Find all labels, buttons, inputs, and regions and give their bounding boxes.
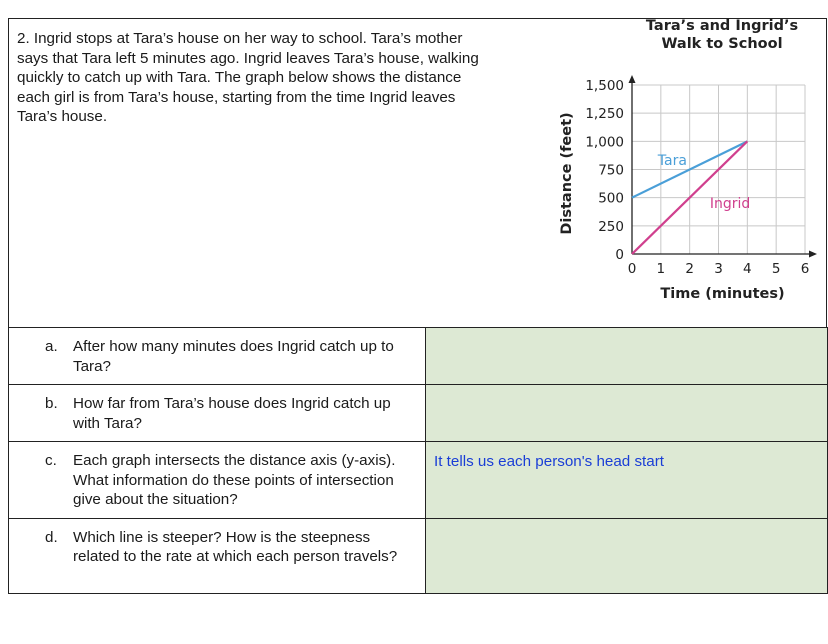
x-tick-label: 0 [627, 261, 637, 277]
x-tick-label: 6 [800, 261, 810, 277]
y-tick-label: 1,500 [585, 78, 624, 94]
x-tick-label: 5 [771, 261, 781, 277]
x-axis-label: Time (minutes) [660, 286, 785, 302]
y-tick-label: 250 [598, 218, 624, 235]
problem-line: Tara’s house. [17, 108, 108, 125]
answer-field[interactable] [426, 328, 828, 385]
problem-line: quickly to catch up with Tara. The graph below shows the distance [17, 69, 462, 86]
questions-table [8, 327, 828, 594]
question-cell [9, 518, 426, 593]
question-row [9, 442, 828, 519]
question-row [9, 328, 828, 385]
x-tick-label: 2 [685, 261, 694, 277]
x-tick-label: 3 [714, 261, 723, 277]
y-tick-label: 750 [598, 162, 624, 179]
question-text: After how many minutes does Ingrid catch up to Tara? [73, 338, 394, 375]
y-tick-label: 0 [615, 247, 624, 263]
problem-line: says that Tara left 5 minutes ago. Ingrid leaves Tara’s house, walking [17, 49, 479, 67]
answer-text[interactable] [426, 328, 827, 348]
question-cell [9, 385, 426, 442]
problem-line: each girl is from Tara’s house, starting from the time Ingrid leaves [17, 88, 456, 106]
question-cell [9, 442, 426, 519]
question-text: Which line is steeper? How is the steepness related to the rate at which each person travels? [73, 528, 398, 565]
question-row [9, 385, 828, 442]
problem-statement [17, 29, 547, 127]
question-text: Each graph intersects the distance axis (y-axis). What information do these points of intersection give about the situation? [73, 452, 396, 508]
y-axis-arrow [629, 75, 636, 83]
chart-title-line: Tara’s and Ingrid’s [645, 18, 799, 34]
y-tick-label: 500 [598, 190, 624, 207]
answer-field[interactable] [426, 442, 828, 519]
answer-field[interactable] [426, 385, 828, 442]
question-text: How far from Tara’s house does Ingrid catch up with Tara? [73, 395, 391, 432]
question-letter: a. [45, 338, 58, 355]
question-letter: d. [45, 528, 58, 546]
x-tick-label: 1 [656, 261, 666, 277]
answer-text[interactable]: It tells us each person's head start [434, 453, 664, 470]
answer-text[interactable] [426, 385, 827, 405]
series-label-ingrid: Ingrid [709, 195, 751, 212]
y-tick-label: 1,000 [585, 134, 624, 151]
question-row [9, 518, 828, 593]
question-letter: c. [45, 452, 57, 469]
chart-title-line: Walk to School [661, 36, 783, 52]
answer-field[interactable] [426, 518, 828, 593]
x-axis-arrow [809, 251, 817, 258]
question-cell [9, 328, 426, 385]
problem-line: 2. Ingrid stops at Tara’s house on her way to school. Tara’s mother [17, 30, 463, 47]
y-tick-label: 1,250 [585, 106, 624, 123]
answer-text[interactable] [426, 519, 827, 539]
x-tick-label: 4 [743, 261, 752, 277]
question-letter: b. [45, 395, 58, 412]
y-axis-label: Distance (feet) [559, 112, 575, 235]
distance-time-chart [548, 2, 818, 302]
series-label-tara: Tara [657, 152, 687, 169]
